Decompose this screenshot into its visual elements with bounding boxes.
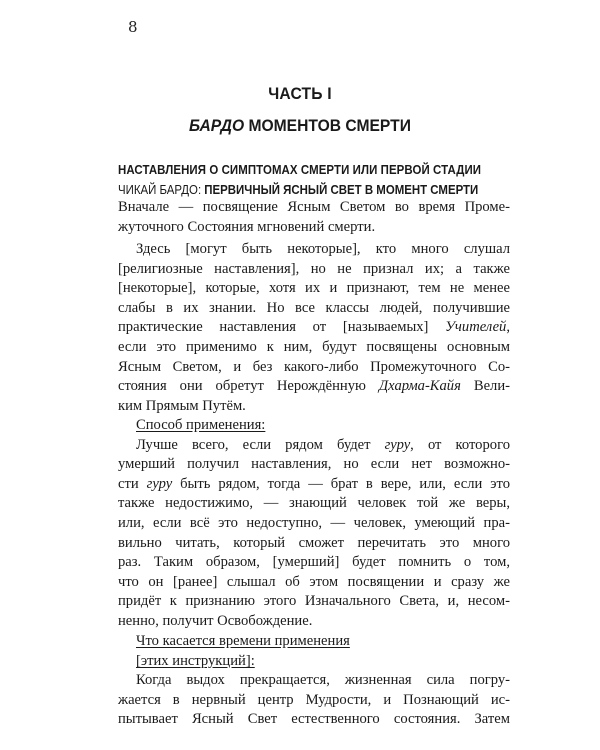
method-heading: Способ применения: — [136, 417, 266, 433]
text-line: раз. Таким образом, [умерший] будет помнить о том, — [118, 554, 510, 571]
part-subtitle — [24, 116, 576, 136]
text-line: вильно читать, который сможет перечитать это много — [118, 534, 510, 551]
chikai-heading — [118, 182, 488, 197]
text-line: если это применимо к ним, будут посвящены основным — [118, 338, 510, 355]
text-line: слабы в их знании. Но все классы людей, получившие — [118, 299, 510, 316]
text-line: также недостижимо, — знающий человек той же веры, — [118, 495, 510, 512]
part-title: ЧАСТЬ I — [268, 84, 332, 103]
part-subtitle-rest: МОМЕНТОВ СМЕРТИ — [244, 116, 411, 135]
timing-heading-cont: [этих инструкций]: — [136, 652, 255, 669]
chikai-prefix: ЧИКАЙ БАРДО: — [118, 182, 205, 197]
section-heading: НАСТАВЛЕНИЯ О СИМПТОМАХ СМЕРТИ ИЛИ ПЕРВОЙ СТАДИИ — [118, 162, 482, 177]
timing-heading: Что касается времени применения — [136, 633, 350, 649]
italic-term: гуру — [146, 475, 173, 492]
paragraph-method — [118, 416, 510, 632]
part-subtitle-italic: БАРДО — [189, 116, 245, 135]
text-line: [религиозные наставления], но не признал их; а также — [118, 260, 510, 277]
paragraph-timing — [118, 632, 510, 730]
text-line: ким Прямым Путём. — [118, 397, 246, 414]
text-line: [некоторые], которые, хотя их и признают, тем не менее — [118, 280, 510, 297]
text-line: жуточного Состояния мгновений смерти. — [118, 218, 376, 235]
text-line: практические наставления от [называемых] Учителей, — [118, 319, 510, 336]
italic-term: Учителей — [445, 319, 507, 336]
chikai-bold: ПЕРВИЧНЫЙ ЯСНЫЙ СВЕТ В МОМЕНТ СМЕРТИ — [204, 182, 479, 197]
italic-term: Дхарма-Кайя — [378, 378, 461, 395]
text-line: или, если всё это недоступно, — человек, умеющий пра- — [118, 514, 510, 531]
text-line: стояния они обретут Нерождённую Дхарма-Кайя Вели- — [118, 378, 510, 395]
italic-term: гуру — [384, 436, 411, 453]
text-line: придёт к признанию этого Изначального Света, и, несом- — [118, 593, 510, 610]
paragraph-intro — [118, 198, 510, 237]
text-line: Лучше всего, если рядом будет гуру, от которого — [136, 436, 510, 453]
paragraph-main — [118, 240, 510, 416]
text-line: Ясным Светом, и без какого-либо Промежуточного Со- — [118, 358, 510, 375]
text-line: Здесь [могут быть некоторые], кто много слушал — [136, 241, 510, 257]
text-line: Вначале — посвящение Ясным Светом во время Проме- — [118, 199, 510, 215]
text-line: Когда выдох прекращается, жизненная сила погру- — [136, 672, 510, 689]
text-line: умерший получил наставления, но если нет возможно- — [118, 456, 510, 473]
text-line: пытывает Ясный Свет естественного состояния. Затем — [118, 711, 510, 728]
text-line: ненно, получит Освобождение. — [118, 612, 313, 629]
text-line: жается в нервный центр Мудрости, и Познающий ис- — [118, 691, 510, 708]
page-number: 8 — [128, 18, 138, 36]
text-line: сти гуру быть рядом, тогда — брат в вере, или, если это — [118, 475, 510, 492]
text-line: что он [ранее] слышал об этом посвящении и сразу же — [118, 573, 510, 590]
